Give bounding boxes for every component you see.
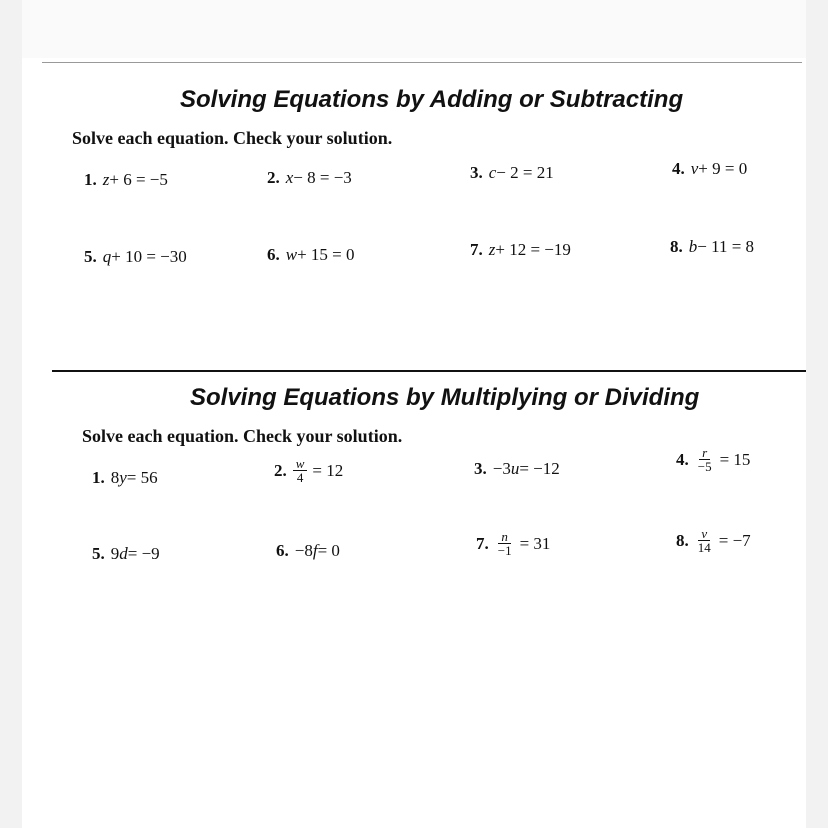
denominator: −1 bbox=[497, 543, 512, 558]
equation-rest: − 2 = 21 bbox=[496, 163, 554, 182]
problem-number: 1. bbox=[84, 170, 97, 189]
equation-rest: = 31 bbox=[519, 533, 551, 553]
fraction bbox=[293, 457, 308, 484]
section1-title: Solving Equations by Adding or Subtracting bbox=[180, 86, 684, 113]
variable: b bbox=[688, 237, 698, 256]
equation-rest: = 12 bbox=[312, 460, 344, 480]
coefficient: 9 bbox=[110, 544, 120, 563]
variable: v bbox=[690, 159, 699, 178]
s2-problem-3 bbox=[474, 459, 560, 479]
equation-rest: = 0 bbox=[317, 541, 340, 560]
s2-problem-2 bbox=[274, 457, 343, 484]
problem-number: 4. bbox=[676, 449, 689, 469]
problem-number: 6. bbox=[276, 541, 289, 560]
variable: z bbox=[488, 240, 496, 259]
equation-rest: − 11 = 8 bbox=[697, 237, 755, 256]
problem-number: 7. bbox=[476, 533, 489, 553]
coefficient: −8 bbox=[294, 541, 313, 560]
equation-rest: + 9 = 0 bbox=[698, 159, 748, 178]
problem-number: 5. bbox=[92, 544, 105, 563]
section2-instructions: Solve each equation. Check your solution. bbox=[82, 426, 403, 446]
s2-problem-6 bbox=[276, 541, 340, 561]
equation-rest: = 15 bbox=[719, 449, 751, 469]
s1-problem-6 bbox=[267, 245, 355, 265]
fraction bbox=[695, 446, 715, 473]
equation-rest: = 56 bbox=[126, 468, 158, 487]
section2-title: Solving Equations by Multiplying or Dividing bbox=[190, 384, 700, 411]
worksheet-page bbox=[22, 0, 806, 828]
equation-rest: = −7 bbox=[718, 530, 751, 550]
variable: z bbox=[102, 170, 110, 189]
coefficient: −3 bbox=[492, 459, 511, 478]
s2-problem-4 bbox=[676, 446, 750, 473]
variable: d bbox=[119, 544, 128, 563]
numerator: v bbox=[698, 527, 710, 541]
problem-number: 8. bbox=[670, 237, 683, 256]
problem-number: 5. bbox=[84, 247, 97, 266]
variable: x bbox=[285, 168, 294, 187]
equation-rest: − 8 = −3 bbox=[293, 168, 352, 187]
problem-number: 2. bbox=[274, 460, 287, 480]
variable: q bbox=[102, 247, 112, 266]
equation-rest: + 6 = −5 bbox=[109, 170, 168, 189]
variable: u bbox=[510, 459, 520, 478]
section1-instructions: Solve each equation. Check your solution. bbox=[72, 128, 393, 148]
s1-problem-5 bbox=[84, 247, 187, 267]
equation-rest: + 10 = −30 bbox=[111, 247, 187, 266]
s2-problem-7 bbox=[476, 530, 550, 557]
variable: c bbox=[488, 163, 497, 182]
section-divider bbox=[52, 370, 806, 372]
s1-problem-1 bbox=[84, 170, 168, 190]
s2-problem-8 bbox=[676, 527, 751, 554]
problem-number: 4. bbox=[672, 159, 685, 178]
section1-top-rule bbox=[42, 62, 802, 63]
variable: w bbox=[285, 245, 298, 264]
fraction bbox=[695, 527, 714, 554]
s1-problem-7 bbox=[470, 240, 571, 260]
coefficient: 8 bbox=[110, 468, 120, 487]
s1-problem-8 bbox=[670, 237, 754, 257]
denominator: 14 bbox=[697, 540, 711, 555]
s2-problem-5 bbox=[92, 544, 160, 564]
equation-rest: = −12 bbox=[519, 459, 560, 478]
problem-number: 6. bbox=[267, 245, 280, 264]
denominator: 4 bbox=[296, 470, 304, 485]
s1-problem-4 bbox=[672, 159, 747, 179]
variable: f bbox=[312, 541, 318, 560]
problem-number: 3. bbox=[474, 459, 487, 478]
variable: y bbox=[119, 468, 127, 487]
denominator: −5 bbox=[697, 459, 712, 474]
equation-rest: + 15 = 0 bbox=[297, 245, 355, 264]
s2-problem-1 bbox=[92, 468, 158, 488]
problem-number: 3. bbox=[470, 163, 483, 182]
equation-rest: = −9 bbox=[127, 544, 160, 563]
numerator: w bbox=[293, 457, 308, 471]
numerator: n bbox=[498, 530, 511, 544]
problem-number: 7. bbox=[470, 240, 483, 259]
equation-rest: + 12 = −19 bbox=[495, 240, 571, 259]
top-margin bbox=[22, 0, 806, 58]
s1-problem-2 bbox=[267, 168, 352, 188]
problem-number: 1. bbox=[92, 468, 105, 487]
problem-number: 2. bbox=[267, 168, 280, 187]
numerator: r bbox=[699, 446, 710, 460]
fraction bbox=[495, 530, 515, 557]
problem-number: 8. bbox=[676, 530, 689, 550]
s1-problem-3 bbox=[470, 163, 554, 183]
